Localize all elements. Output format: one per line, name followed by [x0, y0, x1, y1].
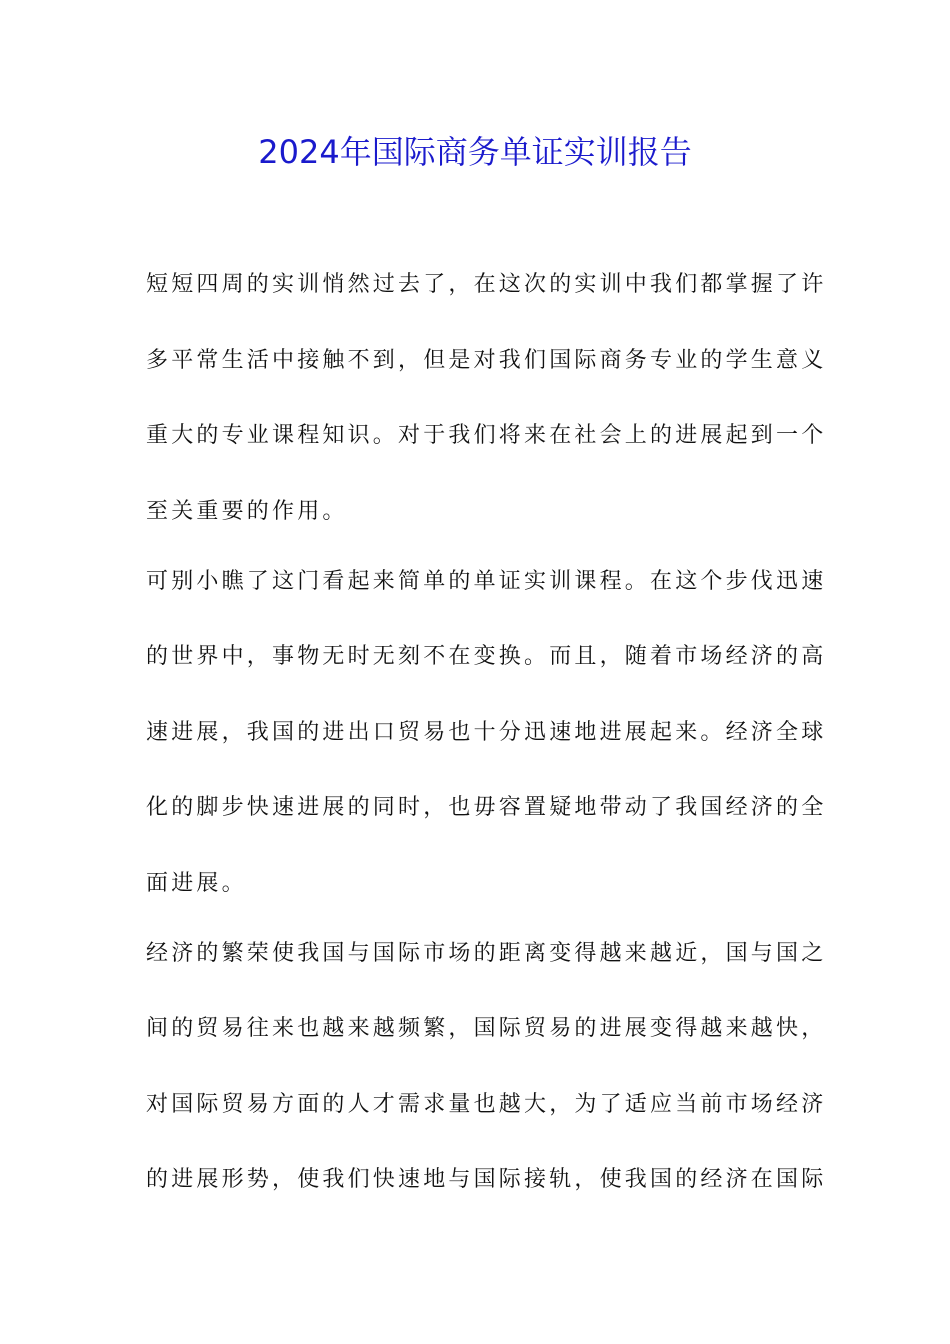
text-line: 间的贸易往来也越来越频繁，国际贸易的进展变得越来越快，: [146, 1016, 827, 1041]
text-line: 化的脚步快速进展的同时，也毋容置疑地带动了我国经济的全: [146, 795, 827, 820]
text-line: 至关重要的作用。: [146, 498, 348, 524]
document-body: [146, 262, 827, 1233]
text-line: 面进展。: [146, 870, 247, 896]
text-line: 可别小瞧了这门看起来简单的单证实训课程。在这个步伐迅速: [146, 568, 827, 594]
text-line: 对国际贸易方面的人才需求量也越大，为了适应当前市场经济: [146, 1091, 827, 1117]
text-line: 多平常生活中接触不到，但是对我们国际商务专业的学生意义: [146, 347, 827, 373]
text-line: 短短四周的实训悄然过去了，在这次的实训中我们都掌握了许: [146, 272, 827, 297]
text-line: 的世界中，事物无时无刻不在变换。而且，随着市场经济的高: [146, 644, 827, 669]
text-line: 速进展，我国的进出口贸易也十分迅速地进展起来。经济全球: [146, 719, 827, 745]
paragraph-1: [146, 262, 827, 559]
text-line: 重大的专业课程知识。对于我们将来在社会上的进展起到一个: [146, 423, 827, 448]
text-line: 的进展形势，使我们快速地与国际接轨，使我国的经济在国际: [146, 1167, 827, 1192]
text-line: 经济的繁荣使我国与国际市场的距离变得越来越近，国与国之: [146, 940, 827, 966]
document-title: 2024年国际商务单证实训报告: [258, 133, 692, 171]
paragraph-2: [146, 559, 827, 931]
paragraph-3: [146, 931, 827, 1233]
